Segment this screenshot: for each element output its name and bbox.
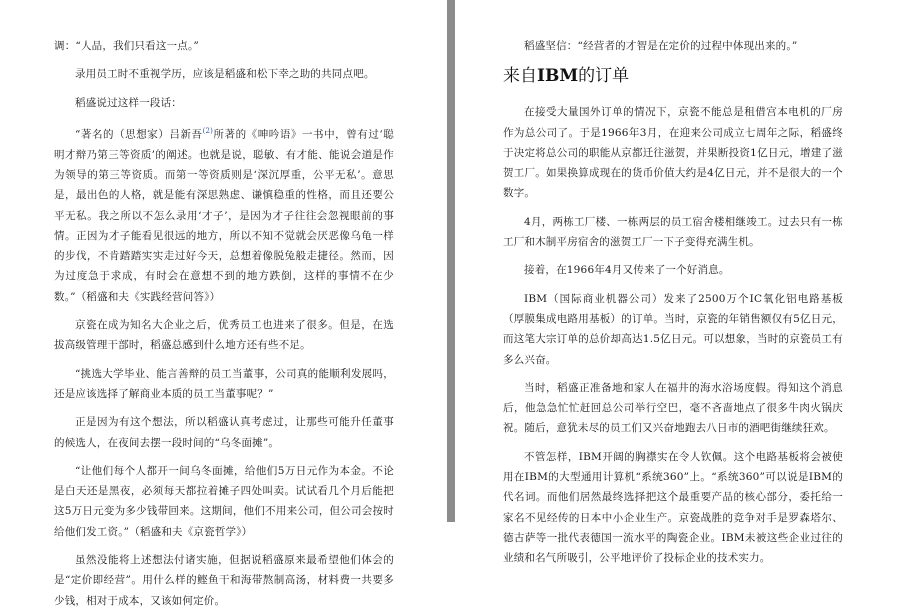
paragraph: IBM（国际商业机器公司）发来了2500万个IC氧化铝电路基板（厚膜集成电路用基板）的订单。当时，京瓷的年销售额仅有5亿日元，而这笔大宗订单的总价却高达1.5亿日元。可以想象，当时的京瓷员工有多么兴奋。 <box>503 292 843 366</box>
paragraph: 录用员工时不重视学历，应该是稻盛和松下幸之助的共同点吧。 <box>75 68 375 81</box>
left-page <box>0 0 447 607</box>
paragraph: “挑选大学毕业、能言善辩的员工当董事，公司真的能顺利发展吗，还是应该选择了解商业本质的员工当董事呢？” <box>54 367 394 400</box>
quote-text-start: “著名的（思想家）吕新吾 <box>75 128 203 141</box>
right-text-column <box>503 36 843 569</box>
paragraph: 调：“人品，我们只看这一点。” <box>54 40 199 52</box>
heading-suffix: 的订单 <box>578 66 630 87</box>
heading-prefix: 来自 <box>503 66 537 87</box>
paragraph: 稻盛说过这样一段话： <box>75 96 182 109</box>
paragraph: “让他们每个人都开一间乌冬面摊，给他们5万日元作为本金。不论是白天还是黑夜，必须每天都拉着摊子四处叫卖。试试看几个月后能把这5万日元变为多少钱带回来。这期间，他们不用来公司，但公司会按时给他们发工资。”（稻盛和夫《京瓷哲学》） <box>54 464 394 538</box>
quote-paragraph <box>54 121 394 307</box>
quote-text-rest: 所著的《呻吟语》一书中，曾有过‘聪明才辩乃第三等资质’的阐述。也就是说，聪敏、有才能、能说会道是作为领导的第三等资质。而第一等资质则是‘深沉厚重，公平无私’。意思是，最出色的人格，就是能有深思熟虑、谦慎稳重的性格，而且还要公平无私。我之所以不怎么录用‘才子’，是因为才子往往会忽视眼前的事情。正因为才子能看见很远的地方，所以不知不觉就会厌恶像乌龟一样的步伐，不肯踏踏实实走过好今天，总想着像脱兔般走捷径。然而，因为过度急于求成，有时会在意想不到的地方跌倒，这样的事情不在少数。”（稻盛和夫《实践经营问答》） <box>54 128 394 303</box>
paragraph: 正是因为有这个想法，所以稻盛认真考虑过，让那些可能升任董事的候选人，在夜间去摆一段时间的“乌冬面摊”。 <box>54 416 394 449</box>
right-page <box>455 0 900 565</box>
paragraph: 不管怎样，IBM开阔的胸襟实在令人钦佩。这个电路基板将会被使用在IBM的大型通用计算机“系统360”上。“系统360”可以说是IBM的代名词。而他们居然最终选择把这个最重要产品的核心部分，委托给一家名不见经传的日本中小企业生产。京瓷战胜的竞争对手是罗森塔尔、德古萨等一批代表德国一流水平的陶瓷企业。IBM未被这些企业过往的业绩和名气所吸引，公平地评价了投标企业的技术实力。 <box>503 450 843 565</box>
heading-bold: IBM <box>537 66 579 87</box>
paragraph: 京瓷在成为知名大企业之后，优秀员工也进来了很多。但是，在选拔高级管理干部时，稻盛总感到什么地方还有些不足。 <box>54 319 394 352</box>
left-text-column <box>54 36 394 611</box>
footnote-marker[interactable]: (2) <box>202 126 214 135</box>
page-divider <box>447 0 455 522</box>
paragraph: 虽然没能将上述想法付诸实施，但据说稻盛原来最希望他们体会的是“定价即经营”。用什么样的鲣鱼干和海带熬制高汤，材料费一共要多少钱，相对于成本，又该如何定价。 <box>54 554 394 607</box>
paragraph: 4月，两栋工厂楼、一栋两层的员工宿舍楼相继竣工。过去只有一栋工厂和木制平房宿舍的滋贺工厂一下子变得充满生机。 <box>503 215 843 249</box>
section-heading <box>503 64 843 88</box>
paragraph: 稻盛坚信：“经营者的才智是在定价的过程中体现出来的。” <box>524 40 798 52</box>
paragraph: 当时，稻盛正准备地和家人在福井的海水浴场度假。得知这个消息后，他急急忙忙赶回总公司举行空巴，毫不吝啬地点了很多牛肉火锅庆祝。随后，意犹未尽的员工们又兴奋地跑去八日市的酒吧街继续狂欢。 <box>503 381 843 435</box>
paragraph: 接着，在1966年4月又传来了一个好消息。 <box>524 264 730 277</box>
paragraph: 在接受大量国外订单的情况下，京瓷不能总是租借宫本电机的厂房作为总公司了。于是1966年3月，在迎来公司成立七周年之际，稻盛终于决定将总公司的职能从京都迁往滋贺，并果断投资1亿日元，增建了滋贺工厂。如果换算成现在的货币价值大约是4亿日元，并不是很大的一个数字。 <box>503 106 843 200</box>
